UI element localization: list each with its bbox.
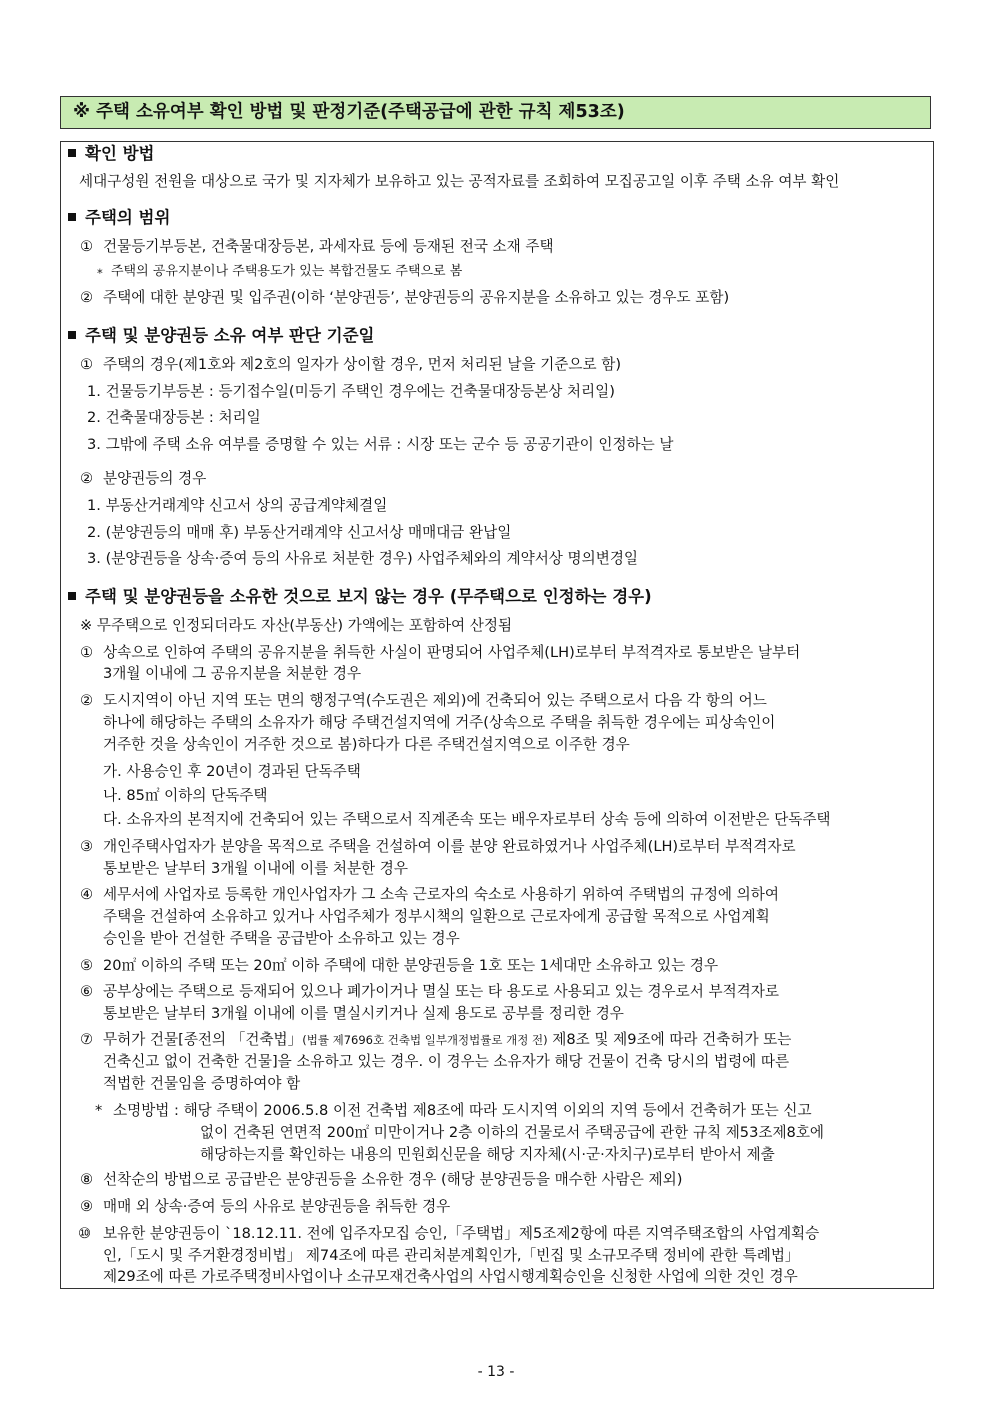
exception-4-line-2: 주택을 건설하여 소유하고 있거나 사업주체가 정부시책의 일환으로 근로자에게 공급할 목적으로 사업계획 [103, 908, 770, 925]
square-bullet-icon [68, 592, 76, 600]
exception-1-mark: ① [80, 644, 94, 661]
ref-house-item-1: 1. 건물등기부등본 : 등기접수일(미등기 주택인 경우에는 건축물대장등본상 처리일) [87, 383, 615, 400]
exception-7-note-mark: * [95, 1102, 103, 1119]
exception-2-sub-da: 다. 소유자의 본적지에 건축되어 있는 주택으로서 직계존속 또는 배우자로부터 상속 등에 의하여 이전받은 단독주택 [103, 811, 831, 828]
scope-item-1: 건물등기부등본, 건축물대장등본, 과세자료 등에 등재된 전국 소재 주택 [103, 238, 554, 255]
exception-5: 20㎡ 이하의 주택 또는 20㎡ 이하 주택에 대한 분양권등을 1호 또는 1세대만 소유하고 있는 경우 [103, 957, 719, 974]
exception-10-line-2: 인,「도시 및 주거환경정비법」 제74조에 따른 관리처분계획인가,「빈집 및 소규모주택 정비에 관한 특례법」 [103, 1247, 800, 1264]
scope-item-2-mark: ② [80, 289, 94, 306]
exception-6-line-2: 통보받은 날부터 3개월 이내에 이를 멸실시키거나 실제 용도로 공부를 정리한 경우 [103, 1005, 624, 1022]
exception-4-line-3: 승인을 받아 건설한 주택을 공급받아 소유하고 있는 경우 [103, 930, 460, 947]
exception-7-note-line-1: 소명방법 : 해당 주택이 2006.5.8 이전 건축법 제8조에 따라 도시지역 이외의 지역 등에서 건축허가 또는 신고 [113, 1102, 812, 1119]
exception-6-mark: ⑥ [80, 983, 94, 1000]
section-heading-housing-scope: 주택의 범위 [68, 208, 170, 228]
exception-10-line-3: 제29조에 따른 가로주택정비사업이나 소규모재건축사업의 사업시행계획승인을 신청한 사업에 의한 것인 경우 [103, 1268, 798, 1285]
non-ownership-note: ※ 무주택으로 인정되더라도 자산(부동산) 가액에는 포함하여 산정됨 [80, 617, 513, 634]
section-heading-non-ownership: 주택 및 분양권등을 소유한 것으로 보지 않는 경우 (무주택으로 인정하는 경우) [68, 587, 652, 607]
exception-3-mark: ③ [80, 838, 94, 855]
exception-2-sub-na: 나. 85㎡ 이하의 단독주택 [103, 787, 268, 804]
exception-7-line-3: 적법한 건물임을 증명하여야 함 [103, 1075, 301, 1092]
square-bullet-icon [68, 331, 76, 339]
exception-10-mark: ⑩ [78, 1225, 92, 1242]
scope-item-1-mark: ① [80, 238, 94, 255]
section-heading-reference-date: 주택 및 분양권등 소유 여부 판단 기준일 [68, 326, 375, 346]
ref-house-mark: ① [80, 356, 94, 373]
ref-house-heading: 주택의 경우(제1호와 제2호의 일자가 상이할 경우, 먼저 처리된 날을 기준으로 함) [103, 356, 622, 373]
exception-5-mark: ⑤ [80, 957, 94, 974]
exception-9: 매매 외 상속·증여 등의 사유로 분양권등을 취득한 경우 [103, 1198, 451, 1215]
exception-7-mark: ⑦ [80, 1031, 94, 1048]
exception-7-line-2: 건축신고 없이 건축한 건물]을 소유하고 있는 경우. 이 경우는 소유자가 해당 건물이 건축 당시의 법령에 따른 [103, 1053, 790, 1070]
exception-2-sub-ga: 가. 사용승인 후 20년이 경과된 단독주택 [103, 763, 361, 780]
scope-item-2: 주택에 대한 분양권 및 입주권(이하 ‘분양권등’, 분양권등의 공유지분을 소유하고 있는 경우도 포함) [103, 289, 730, 306]
exception-1-line-2: 3개월 이내에 그 공유지분을 처분한 경우 [103, 665, 362, 682]
page-title: ※ 주택 소유여부 확인 방법 및 판정기준(주택공급에 관한 규칙 제53조) [60, 96, 931, 129]
exception-8-mark: ⑧ [80, 1171, 94, 1188]
ref-house-item-3: 3. 그밖에 주택 소유 여부를 증명할 수 있는 서류 : 시장 또는 군수 등 공공기관이 인정하는 날 [87, 436, 674, 453]
ref-presale-item-2: 2. (분양권등의 매매 후) 부동산거래계약 신고서상 매매대금 완납일 [87, 524, 512, 541]
exception-2-mark: ② [80, 692, 94, 709]
exception-2-line-1: 도시지역이 아닌 지역 또는 면의 행정구역(수도권은 제외)에 건축되어 있는 주택으로서 다음 각 항의 어느 [103, 692, 767, 709]
exception-6-line-1: 공부상에는 주택으로 등재되어 있으나 폐가이거나 멸실 또는 타 용도로 사용되고 있는 경우로서 부적격자로 [103, 983, 779, 1000]
ref-presale-heading: 분양권등의 경우 [103, 470, 207, 487]
section-heading-check-method: 확인 방법 [68, 144, 155, 164]
exception-4-mark: ④ [80, 886, 94, 903]
check-method-text: 세대구성원 전원을 대상으로 국가 및 지자체가 보유하고 있는 공적자료를 조회하여 모집공고일 이후 주택 소유 여부 확인 [79, 173, 840, 190]
exception-7-line-1: 무허가 건물[종전의 「건축법」(법률 제7696호 건축법 일부개정법률로 개정 전) 제8조 및 제9조에 따라 건축허가 또는 [103, 1031, 792, 1048]
exception-10-line-1: 보유한 분양권등이 `18.12.11. 전에 입주자모집 승인,「주택법」제5조제2항에 따른 지역주택조합의 사업계획승 [103, 1225, 820, 1242]
ref-presale-item-1: 1. 부동산거래계약 신고서 상의 공급계약체결일 [87, 497, 388, 514]
exception-7-note-line-2: 없이 건축된 연면적 200㎡ 미만이거나 2층 이하의 건물로서 주택공급에 관한 규칙 제53조제8호에 [200, 1124, 825, 1141]
ref-house-item-2: 2. 건축물대장등본 : 처리일 [87, 409, 261, 426]
exception-1-line-1: 상속으로 인하여 주택의 공유지분을 취득한 사실이 판명되어 사업주체(LH)로부터 부적격자로 통보받은 날부터 [103, 644, 801, 661]
square-bullet-icon [68, 213, 76, 221]
exception-8: 선착순의 방법으로 공급받은 분양권등을 소유한 경우 (해당 분양권등을 매수한 사람은 제외) [103, 1171, 683, 1188]
exception-9-mark: ⑨ [80, 1198, 94, 1215]
exception-4-line-1: 세무서에 사업자로 등록한 개인사업자가 그 소속 근로자의 숙소로 사용하기 위하여 주택법의 규정에 의하여 [103, 886, 779, 903]
page-number: - 13 - [477, 1364, 515, 1380]
exception-7-note-line-3: 해당하는지를 확인하는 내용의 민원회신문을 해당 지자체(시·군·자치구)로부터 받아서 제출 [200, 1146, 775, 1163]
square-bullet-icon [68, 149, 76, 157]
ref-presale-mark: ② [80, 470, 94, 487]
scope-note-mark: * [97, 266, 103, 280]
content-box [60, 141, 934, 1289]
exception-3-line-1: 개인주택사업자가 분양을 목적으로 주택을 건설하여 이를 분양 완료하였거나 사업주체(LH)로부터 부적격자로 [103, 838, 796, 855]
exception-3-line-2: 통보받은 날부터 3개월 이내에 이를 처분한 경우 [103, 860, 408, 877]
ref-presale-item-3: 3. (분양권등을 상속·증여 등의 사유로 처분한 경우) 사업주체와의 계약서상 명의변경일 [87, 550, 639, 567]
exception-2-line-3: 거주한 것을 상속인이 거주한 것으로 봄)하다가 다른 주택건설지역으로 이주한 경우 [103, 736, 630, 753]
scope-note: 주택의 공유지분이나 주택용도가 있는 복합건물도 주택으로 봄 [111, 264, 463, 279]
exception-2-line-2: 하나에 해당하는 주택의 소유자가 해당 주택건설지역에 거주(상속으로 주택을 취득한 경우에는 피상속인이 [103, 714, 776, 731]
